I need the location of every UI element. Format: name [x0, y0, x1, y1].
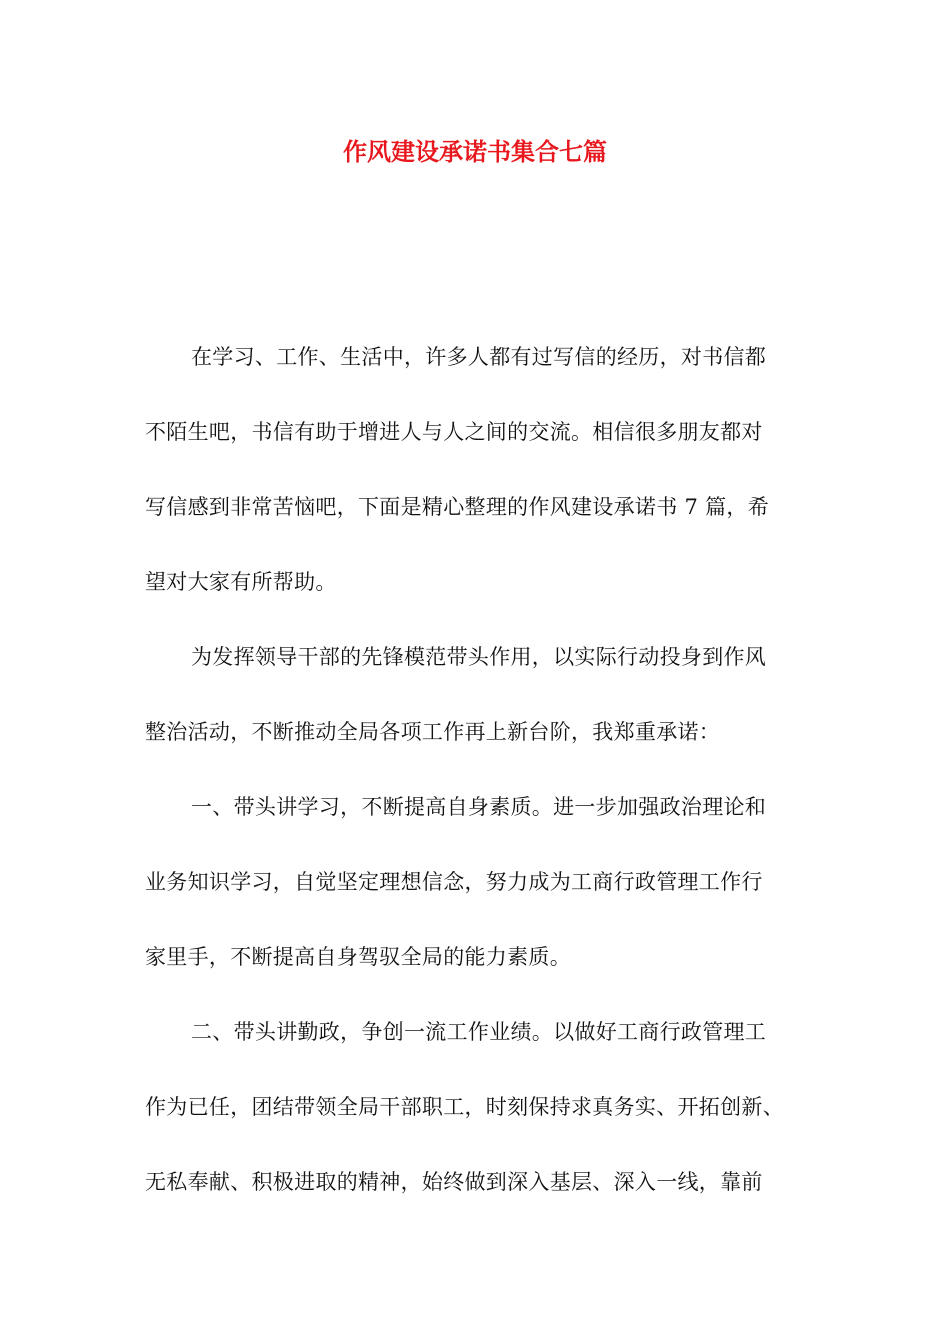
- paragraph-4-line-1: 二、带头讲勤政，争创一流工作业绩。以做好工商行政管理工: [191, 1020, 767, 1044]
- document-body: [145, 320, 815, 1220]
- paragraph-3-line-2: 业务知识学习，自觉坚定理想信念，努力成为工商行政管理工作行: [145, 870, 763, 894]
- paragraph-1-line-1: 在学习、工作、生活中，许多人都有过写信的经历，对书信都: [191, 345, 767, 369]
- paragraph-2-line-1: 为发挥领导干部的先锋模范带头作用，以实际行动投身到作风: [191, 645, 767, 669]
- paragraph-1-line-3: 写信感到非常苦恼吧，下面是精心整理的作风建设承诺书 7 篇，希: [145, 495, 770, 519]
- paragraph-3-line-1: 一、带头讲学习，不断提高自身素质。进一步加强政治理论和: [191, 795, 767, 819]
- paragraph-4-line-2: 作为已任，团结带领全局干部职工，时刻保持求真务实、开拓创新、: [145, 1095, 784, 1119]
- paragraph-3-line-3: 家里手，不断提高自身驾驭全局的能力素质。: [145, 945, 571, 969]
- document-title: 作风建设承诺书集合七篇: [343, 137, 607, 166]
- paragraph-1-line-2: 不陌生吧，书信有助于增进人与人之间的交流。相信很多朋友都对: [145, 420, 763, 444]
- paragraph-2-line-2: 整治活动，不断推动全局各项工作再上新台阶，我郑重承诺：: [145, 720, 721, 744]
- paragraph-4-line-3: 无私奉献、积极进取的精神，始终做到深入基层、深入一线，靠前: [145, 1170, 763, 1194]
- paragraph-1-line-4: 望对大家有所帮助。: [145, 570, 337, 594]
